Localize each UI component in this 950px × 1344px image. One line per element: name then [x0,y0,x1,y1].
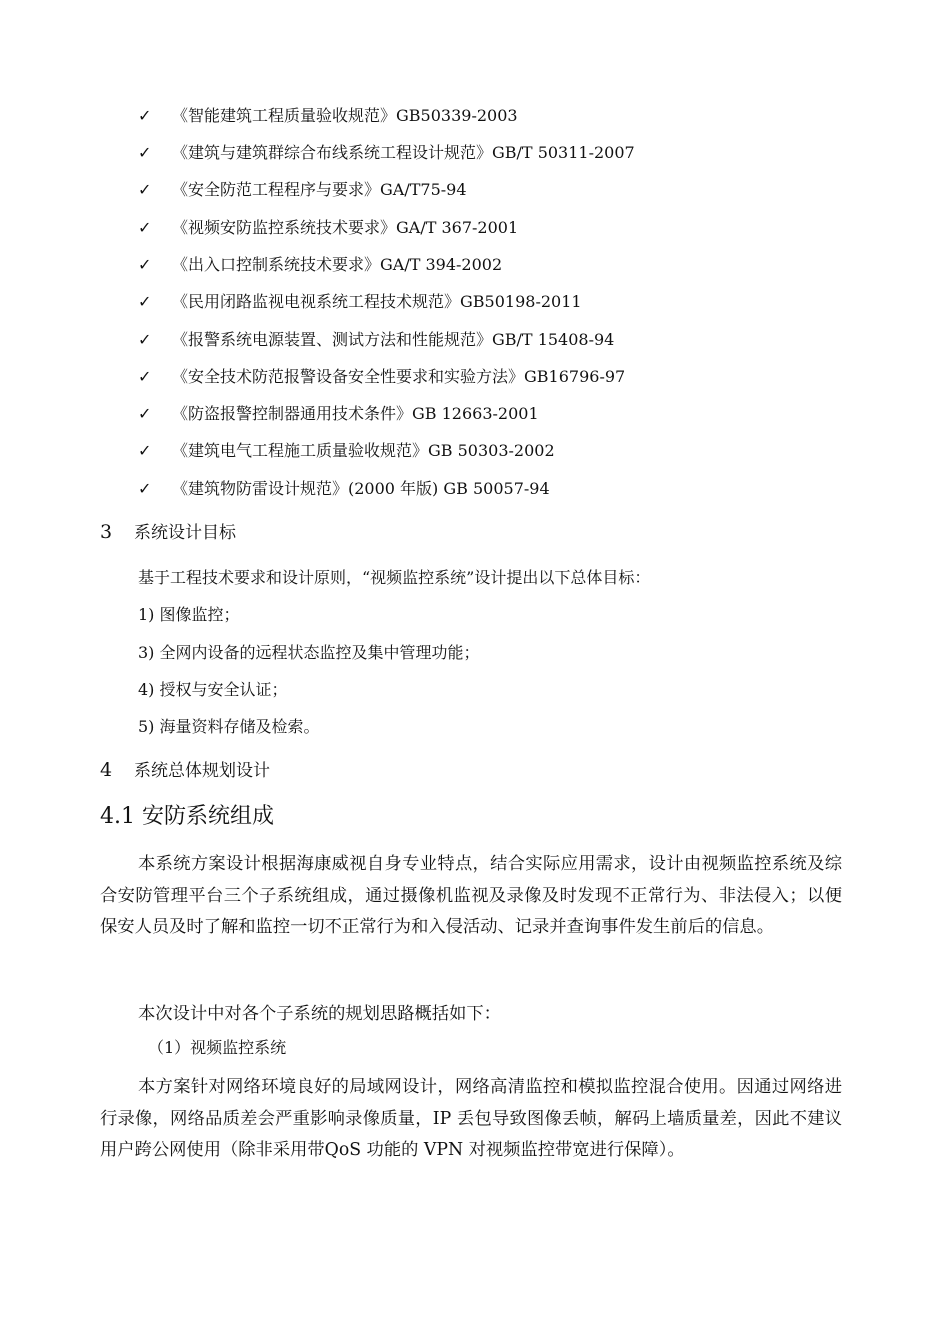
section-4-1-heading: 4.1 安防系统组成 [100,804,274,829]
list-item [138,441,555,461]
checkmark-icon: ✓ [138,218,152,237]
standard-text: 《建筑与建筑群综合布线系统工程设计规范》GB/T 50311-2007 [172,143,635,162]
standard-text: 《防盗报警控制器通用技术条件》GB 12663-2001 [172,404,539,423]
section-number: 4 [100,759,113,781]
list-item: 5) 海量资料存储及检索。 [138,717,320,736]
list-item [138,143,635,163]
standard-text: 《出入口控制系统技术要求》GA/T 394-2002 [172,255,503,274]
checkmark-icon: ✓ [138,255,152,274]
list-item [138,330,614,350]
video-surveillance-paragraph: 本方案针对网络环境良好的局域网设计，网络高清监控和模拟监控混合使用。因通过网络进行录像，网络品质差会严重影响录像质量，IP 丢包导致图像丢帧，解码上墙质量差，因此不建议用户跨公网使用（除非采用带QoS 功能的 VPN 对视频监控带宽进行保障）。 [100,1077,842,1160]
section-4-heading [100,758,270,783]
planning-intro-paragraph: 本次设计中对各个子系统的规划思路概括如下： [138,1004,501,1024]
standard-text: 《安全防范工程程序与要求》GA/T75-94 [172,180,467,199]
video-surveillance-subheading: （1）视频监控系统 [148,1038,287,1057]
standard-text: 《报警系统电源装置、测试方法和性能规范》GB/T 15408-94 [172,330,615,349]
list-item [138,479,550,499]
checkmark-icon: ✓ [138,180,152,199]
standard-text: 《安全技术防范报警设备安全性要求和实验方法》GB16796-97 [172,367,626,386]
checkmark-icon: ✓ [138,367,152,386]
standard-text: 《建筑电气工程施工质量验收规范》GB 50303-2002 [172,441,555,460]
list-item [138,367,625,387]
list-item [138,292,582,312]
list-item: 3) 全网内设备的远程状态监控及集中管理功能； [138,643,480,662]
section-title: 系统总体规划设计 [134,761,270,781]
checkmark-icon: ✓ [138,441,152,460]
checkmark-icon: ✓ [138,330,152,349]
list-item [138,218,518,238]
section-3-heading [100,520,236,545]
checkmark-icon: ✓ [138,479,152,498]
standard-text: 《建筑物防雷设计规范》(2000 年版) GB 50057-94 [172,479,550,498]
checkmark-icon: ✓ [138,404,152,423]
composition-paragraph: 本系统方案设计根据海康威视自身专业特点，结合实际应用需求，设计由视频监控系统及综合安防管理平台三个子系统组成，通过摄像机监视及录像及时发现不正常行为、非法侵入；以便保安人员及时了解和监控一切不正常行为和入侵活动、记录并查询事件发生前后的信息。 [100,854,842,937]
section-title: 系统设计目标 [134,523,236,543]
list-item: 4) 授权与安全认证； [138,680,288,699]
checkmark-icon: ✓ [138,106,152,125]
checkmark-icon: ✓ [138,292,152,311]
section-number: 3 [100,521,113,543]
checkmark-icon: ✓ [138,143,152,162]
list-item [138,255,502,275]
list-item: 1) 图像监控； [138,605,240,624]
list-item [138,404,539,424]
standard-text: 《民用闭路监视电视系统工程技术规范》GB50198-2011 [172,292,582,311]
list-item [138,180,467,200]
list-item [138,106,518,126]
goals-intro: 基于工程技术要求和设计原则，“视频监控系统”设计提出以下总体目标： [138,568,651,587]
standard-text: 《智能建筑工程质量验收规范》GB50339-2003 [172,106,518,125]
standard-text: 《视频安防监控系统技术要求》GA/T 367-2001 [172,218,519,237]
